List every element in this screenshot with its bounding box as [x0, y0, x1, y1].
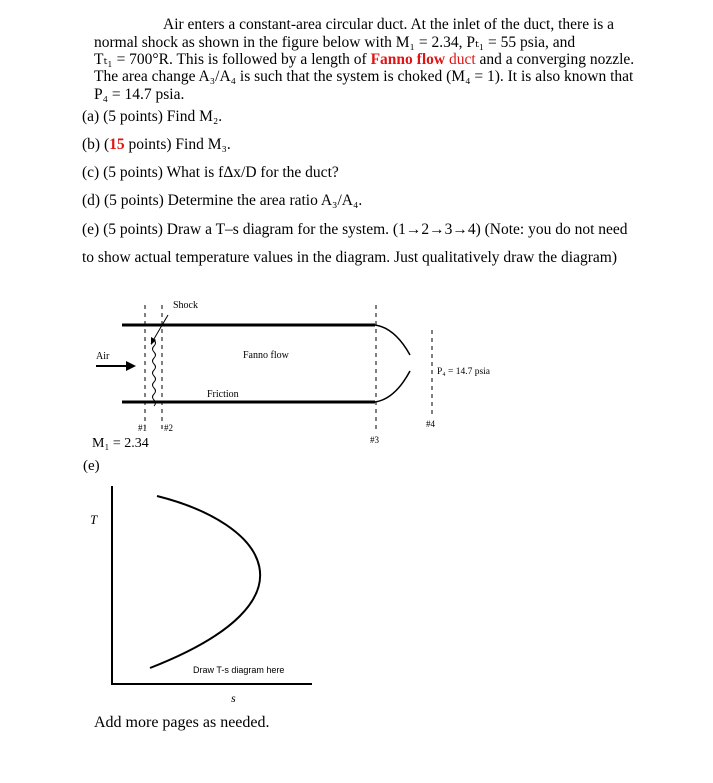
question-b-points: 15: [109, 136, 125, 153]
nozzle-top-wall: [375, 325, 410, 355]
ts-part-label: (e): [83, 458, 100, 474]
question-b-start: (b) (: [82, 136, 110, 153]
station-4-label: #4: [426, 419, 435, 429]
question-e-line-2: to show actual temperature values in the diagram. Just qualitatively draw the diagram): [82, 249, 618, 266]
duct-highlight: duct: [445, 51, 476, 68]
station-1-label: #1: [138, 423, 147, 433]
fanno-flow-label: Fanno flow: [243, 350, 289, 361]
s-axis-label: s: [231, 691, 236, 705]
air-arrow-head: [126, 361, 136, 371]
footer-note: Add more pages as needed.: [94, 714, 270, 731]
ts-caption: Draw T-s diagram here: [193, 665, 285, 675]
question-d: (d) (5 points) Determine the area ratio A₃/A₄.: [82, 192, 363, 209]
problem-line-3-end: and a converging nozzle.: [475, 51, 635, 68]
question-b-end: points) Find M₃.: [124, 136, 231, 153]
problem-line-2: normal shock as shown in the figure below with M₁ = 2.34, Pₜ₁ = 55 psia, and: [94, 34, 576, 51]
nozzle-bottom-wall: [375, 371, 410, 402]
station-3-label: #3: [370, 435, 379, 445]
station-2-label: #2: [164, 423, 173, 433]
fanno-flow-highlight: Fanno flow: [370, 51, 446, 68]
question-c: (c) (5 points) What is fΔx/D for the duct?: [82, 164, 339, 181]
question-a: (a) (5 points) Find M₂.: [82, 108, 223, 125]
problem-line-3-start: Tₜ₁ = 700°R. This is followed by a length of: [94, 51, 371, 68]
problem-line-4: The area change A₃/A₄ is such that the system is choked (M₄ = 1). It is also known that: [94, 68, 634, 85]
problem-line-5: P₄ = 14.7 psia.: [94, 86, 185, 103]
air-label: Air: [96, 351, 110, 362]
friction-label: Friction: [207, 389, 239, 400]
problem-line-1: Air enters a constant-area circular duct. At the inlet of the duct, there is a: [163, 16, 615, 33]
p4-label: P₄ = 14.7 psia: [437, 367, 491, 377]
m1-label: M₁ = 2.34: [92, 436, 149, 451]
normal-shock-wave: [153, 340, 156, 406]
shock-label: Shock: [173, 300, 198, 311]
question-e-line-1: (e) (5 points) Draw a T–s diagram for the system. (1→2→3→4) (Note: you do not need: [82, 221, 628, 238]
t-axis-label: T: [90, 512, 98, 527]
